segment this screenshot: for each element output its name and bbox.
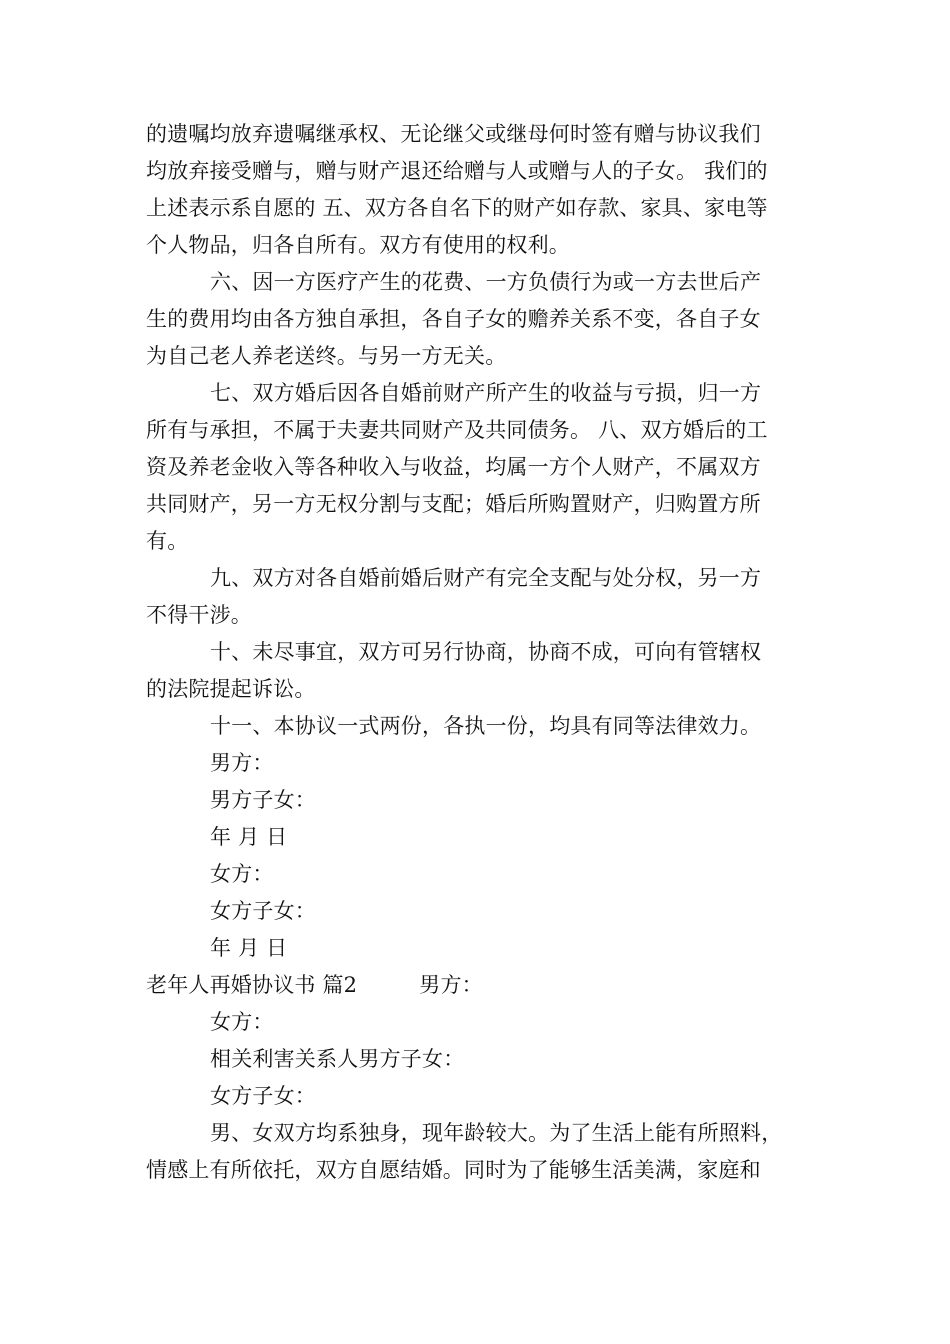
body-line: 生的费用均由各方独自承担，各自子女的赡养关系不变，各自子女 [146,307,761,331]
clause-eleven: 十一、本协议一式两份，各执一份，均具有同等法律效力。 [210,714,762,738]
party-female-label: 女方： [210,1010,274,1034]
clause-ten: 十、未尽事宜，双方可另行协商，协商不成，可向有管辖权 [210,640,762,664]
body-line: 不得干涉。 [146,603,252,627]
body-line: 的法院提起诉讼。 [146,677,316,701]
body-line: 上述表示系自愿的 五、双方各自名下的财产如存款、家具、家电等 [146,196,768,220]
interested-party-label: 相关利害关系人男方子女： [210,1047,465,1071]
signature-male-children: 男方子女： [210,788,316,812]
body-line: 资及养老金收入等各种收入与收益，均属一方个人财产，不属双方 [146,455,761,479]
body-line: 个人物品，归各自所有。双方有使用的权利。 [146,233,570,257]
clause-six: 六、因一方医疗产生的花费、一方负债行为或一方去世后产 [210,270,762,294]
clause-nine: 九、双方对各自婚前婚后财产有完全支配与处分权，另一方 [210,566,762,590]
party-male-label: 男方： [419,973,483,997]
section-heading-row [146,972,483,998]
section-heading: 老年人再婚协议书 篇2 [146,973,358,997]
signature-male: 男方： [210,751,274,775]
body-line: 均放弃接受赠与，赠与财产退还给赠与人或赠与人的子女。 我们的 [146,159,768,183]
body-line: 的遗嘱均放弃遗嘱继承权、无论继父或继母何时签有赠与协议我们 [146,122,761,146]
signature-female: 女方： [210,862,274,886]
preamble-line: 男、女双方均系独身，现年龄较大。为了生活上能有所照料， [210,1121,783,1145]
body-line: 共同财产，另一方无权分割与支配；婚后所购置财产，归购置方所 [146,492,761,516]
body-line: 为自己老人养老送终。与另一方无关。 [146,344,507,368]
signature-female-children: 女方子女： [210,899,316,923]
body-line: 所有与承担，不属于夫妻共同财产及共同债务。 八、双方婚后的工 [146,418,768,442]
clause-seven: 七、双方婚后因各自婚前财产所产生的收益与亏损，归一方 [210,381,762,405]
signature-date: 年 月 日 [210,936,288,960]
body-line: 有。 [146,529,189,553]
party-female-children-label: 女方子女： [210,1084,316,1108]
body-line: 情感上有所依托，双方自愿结婚。同时为了能够生活美满，家庭和 [146,1158,761,1182]
signature-date: 年 月 日 [210,825,288,849]
